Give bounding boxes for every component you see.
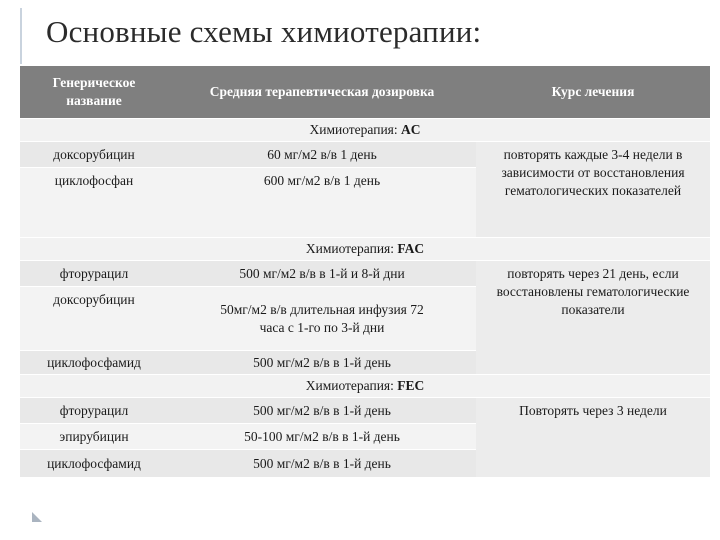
drug-name: циклофосфан xyxy=(20,168,168,238)
section-title-prefix: Химиотерапия: xyxy=(305,378,398,393)
section-title-code: AC xyxy=(401,122,421,137)
course-text: повторять каждые 3-4 недели в зависимости от восстановления гематологических показателей xyxy=(476,142,710,238)
section-title-prefix: Химиотерапия: xyxy=(309,122,402,137)
section-title xyxy=(20,238,710,261)
header-generic-name: Генерическое название xyxy=(20,66,168,119)
drug-name: циклофосфамид xyxy=(20,351,168,375)
table-header-row xyxy=(20,66,710,119)
section-band-fec xyxy=(20,375,710,398)
drug-name: циклофосфамид xyxy=(20,450,168,478)
section-title xyxy=(20,119,710,142)
drug-dose: 50мг/м2 в/в длительная инфузия 72 часа с 1-го по 3-й дни xyxy=(168,287,476,351)
drug-name: фторурацил xyxy=(20,261,168,287)
section-title xyxy=(20,375,710,398)
title-accent-line xyxy=(20,8,22,64)
section-title-code: FAC xyxy=(397,241,425,256)
drug-dose: 500 мг/м2 в/в в 1-й день xyxy=(168,351,476,375)
slide-title: Основные схемы химиотерапии: xyxy=(46,14,482,49)
section-band-ac xyxy=(20,119,710,142)
table-row xyxy=(20,142,710,168)
drug-dose: 50-100 мг/м2 в/в в 1-й день xyxy=(168,424,476,450)
table-row xyxy=(20,261,710,287)
drug-name: эпирубицин xyxy=(20,424,168,450)
section-band-fac xyxy=(20,238,710,261)
corner-decoration xyxy=(32,512,42,522)
table-row xyxy=(20,398,710,424)
section-title-prefix: Химиотерапия: xyxy=(305,241,398,256)
chemotherapy-regimens-table xyxy=(20,66,710,478)
header-course: Курс лечения xyxy=(476,66,710,119)
course-text: повторять через 21 день, если восстановлены гематологические показатели xyxy=(476,261,710,375)
drug-dose: 600 мг/м2 в/в 1 день xyxy=(168,168,476,238)
header-dosage: Средняя терапевтическая дозировка xyxy=(168,66,476,119)
drug-name: доксорубицин xyxy=(20,287,168,351)
course-text: Повторять через 3 недели xyxy=(476,398,710,478)
drug-name: доксорубицин xyxy=(20,142,168,168)
drug-dose: 60 мг/м2 в/в 1 день xyxy=(168,142,476,168)
drug-name: фторурацил xyxy=(20,398,168,424)
drug-dose: 500 мг/м2 в/в в 1-й день xyxy=(168,398,476,424)
drug-dose: 500 мг/м2 в/в в 1-й день xyxy=(168,450,476,478)
drug-dose: 500 мг/м2 в/в в 1-й и 8-й дни xyxy=(168,261,476,287)
section-title-code: FEC xyxy=(397,378,425,393)
